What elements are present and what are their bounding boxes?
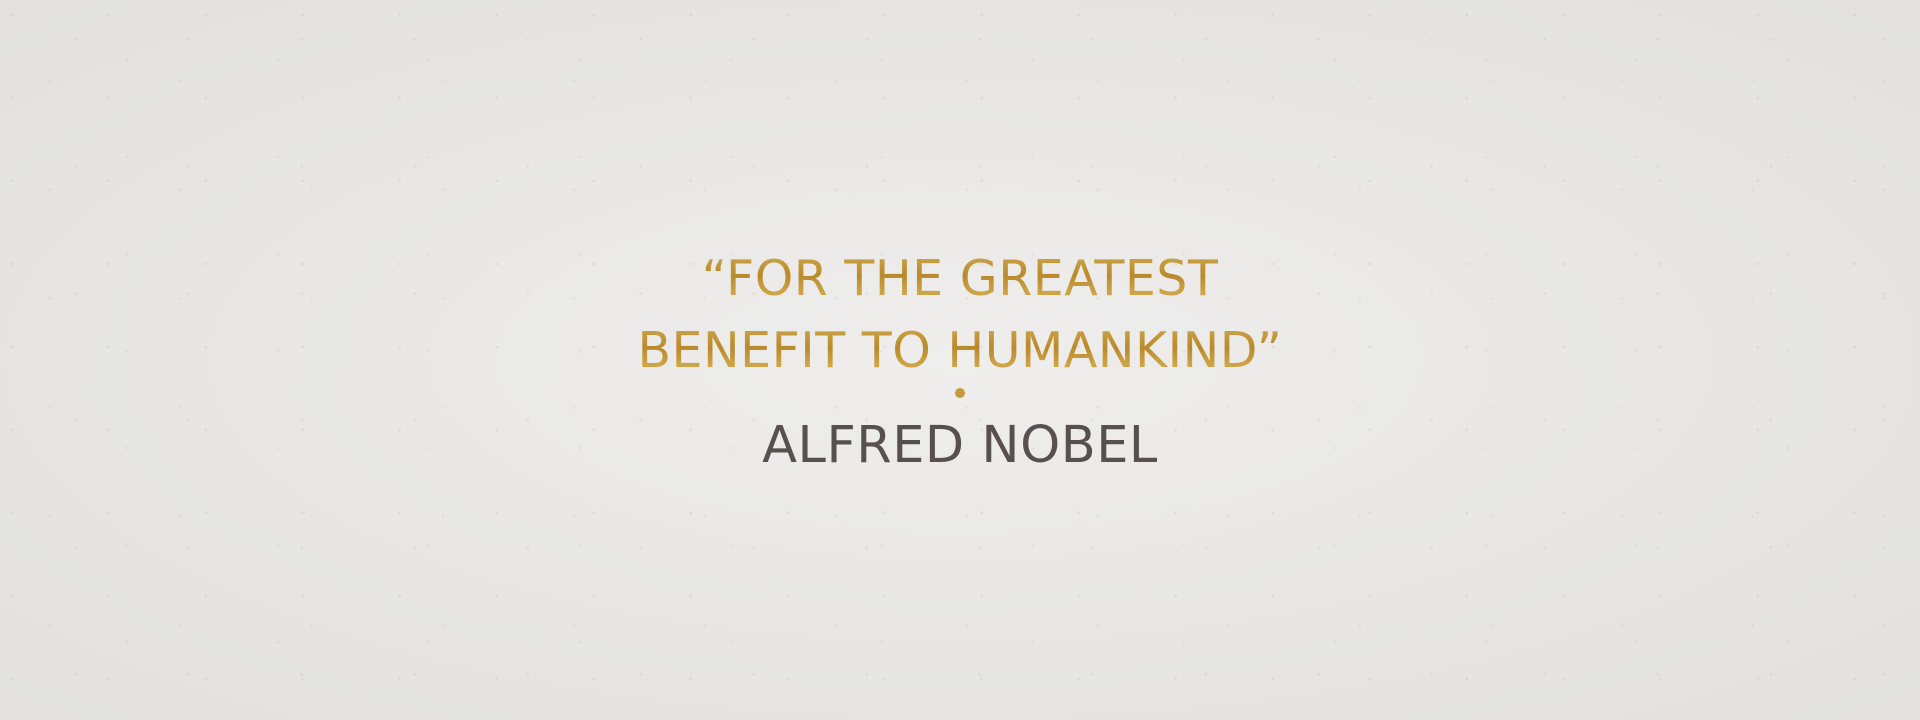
quote-line-1: “FOR THE GREATEST: [0, 243, 1920, 315]
author-name: ALFRED NOBEL: [762, 416, 1158, 475]
dot-icon: [955, 388, 965, 398]
quote-line-2: BENEFIT TO HUMANKIND”: [0, 315, 1920, 387]
quote: [0, 243, 1920, 387]
